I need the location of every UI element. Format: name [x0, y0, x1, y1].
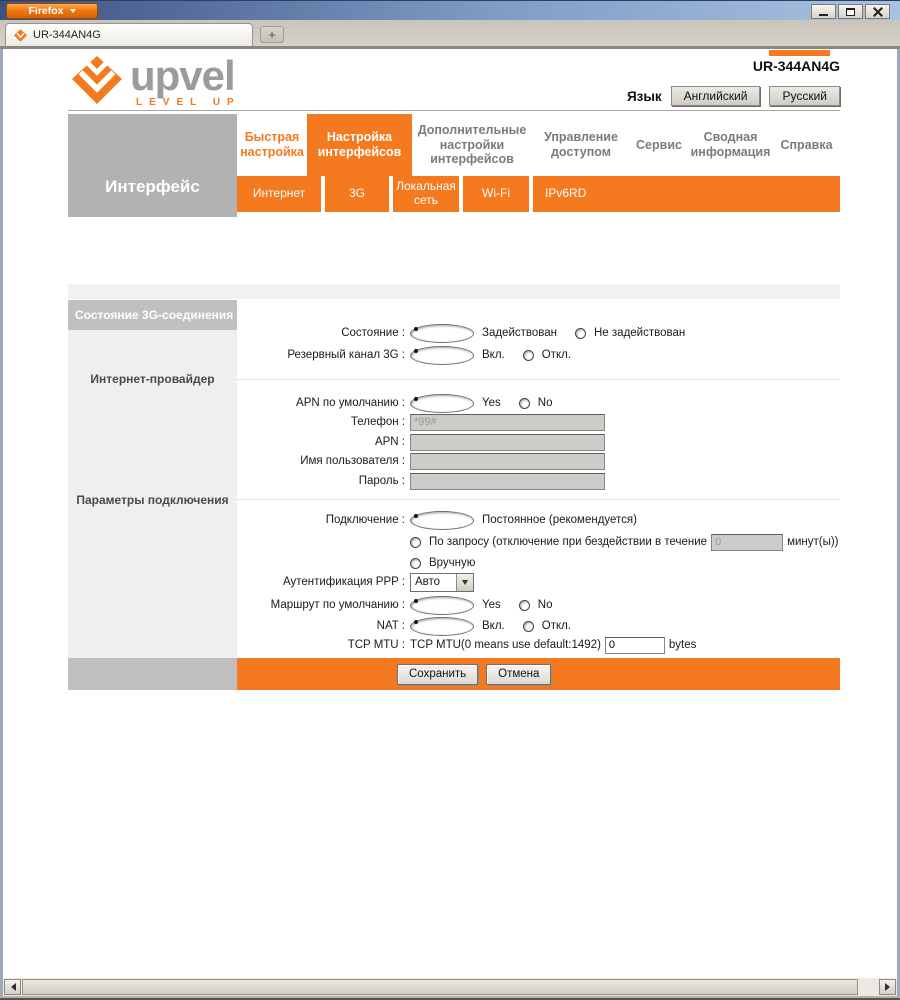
tab-interface-setup[interactable]: Настройка интерфейсов	[307, 114, 412, 176]
nat-off-option[interactable]: Откл.	[541, 620, 572, 632]
backup-off-option[interactable]: Откл.	[541, 349, 572, 361]
backup-off-radio[interactable]	[523, 350, 534, 361]
nat-label: NAT :	[376, 620, 405, 632]
connection-ondemand-option[interactable]: По запросу (отключение при бездействии в течение	[429, 536, 708, 548]
tcp-mtu-unit: bytes	[668, 639, 697, 651]
ppp-auth-value: Авто	[415, 576, 441, 588]
banner	[68, 50, 840, 112]
backup-row	[237, 345, 571, 365]
arrow-left-icon	[7, 983, 16, 991]
chevron-down-icon	[70, 9, 76, 16]
page-viewport	[0, 49, 900, 978]
window-bottom-frame	[0, 996, 900, 1000]
language-english-button[interactable]: Английский	[671, 86, 761, 106]
apn-row	[237, 432, 605, 452]
footer-action-bar	[237, 658, 840, 690]
arrow-right-icon	[885, 983, 894, 991]
tab-advanced-setup[interactable]: Дополнительные настройки интерфейсов	[417, 122, 527, 167]
apn-default-no-radio[interactable]	[519, 398, 530, 409]
tcp-mtu-input[interactable]	[605, 637, 665, 654]
route-label: Маршрут по умолчанию :	[270, 599, 405, 611]
close-button[interactable]	[865, 4, 890, 19]
main-navigation	[68, 114, 840, 212]
apn-default-label: APN по умолчанию :	[296, 397, 405, 409]
apn-label: APN :	[374, 436, 405, 448]
subtab-lan[interactable]: Локальная сеть	[389, 176, 459, 212]
horizontal-scrollbar[interactable]	[0, 978, 900, 996]
form-footer	[68, 658, 840, 690]
status-section-header: Состояние 3G-соединения	[68, 300, 237, 330]
router-admin-page	[68, 50, 840, 680]
nat-row	[237, 616, 571, 636]
minimize-button[interactable]	[811, 4, 836, 19]
backup-on-option[interactable]: Вкл.	[482, 349, 505, 361]
scroll-left-button[interactable]	[4, 979, 21, 995]
tab-quick-setup[interactable]: Быстрая настройка	[240, 130, 304, 159]
provider-divider	[237, 379, 840, 380]
language-switcher	[627, 86, 840, 106]
ppp-auth-row	[237, 572, 474, 592]
minimize-icon	[819, 14, 828, 16]
upvel-diamond-icon	[72, 56, 122, 104]
close-icon	[873, 7, 883, 17]
main-tabs	[237, 114, 840, 176]
chevron-down-icon	[462, 580, 468, 588]
route-no-radio[interactable]	[519, 600, 530, 611]
params-divider	[237, 499, 840, 500]
backup-label: Резервный канал 3G :	[287, 349, 405, 361]
browser-tab[interactable]	[5, 23, 253, 46]
password-input[interactable]	[410, 473, 605, 490]
header-divider	[68, 110, 840, 111]
apn-default-no-option[interactable]: No	[537, 397, 553, 409]
form-area	[237, 300, 840, 658]
scrollbar-thumb[interactable]	[22, 979, 858, 995]
password-label: Пароль :	[358, 475, 405, 487]
nat-off-radio[interactable]	[523, 621, 534, 632]
params-section-label: Параметры подключения	[76, 493, 229, 507]
section-title: Интерфейс	[68, 114, 237, 217]
route-row	[237, 595, 552, 615]
subtab-wifi[interactable]: Wi-Fi	[459, 176, 529, 212]
window-controls	[811, 4, 890, 19]
firefox-menu-button[interactable]	[6, 3, 98, 19]
phone-label: Телефон :	[350, 416, 405, 428]
language-label: Язык	[626, 88, 662, 104]
favicon-upvel-icon	[14, 29, 27, 42]
status-enabled-radio[interactable]	[410, 324, 474, 343]
apn-default-yes-radio[interactable]	[410, 394, 474, 413]
status-disabled-radio[interactable]	[575, 328, 586, 339]
password-row	[237, 471, 605, 491]
connection-row-2	[237, 532, 839, 552]
tcp-mtu-hint: TCP MTU(0 means use default:1492)	[410, 639, 601, 651]
route-no-option[interactable]: No	[537, 599, 553, 611]
connection-row-3	[237, 553, 475, 573]
tab-strip	[0, 20, 900, 46]
firefox-menu-label: Firefox	[28, 5, 64, 17]
tcp-mtu-label: TCP MTU :	[347, 639, 405, 651]
route-yes-option[interactable]: Yes	[482, 599, 501, 611]
plus-icon: +	[268, 27, 276, 42]
sub-tabs	[237, 176, 840, 212]
subtab-3g[interactable]: 3G	[321, 176, 389, 212]
connection-manual-option[interactable]: Вручную	[429, 557, 476, 569]
new-tab-button[interactable]	[260, 26, 284, 43]
connection-row-1	[237, 510, 637, 530]
scroll-right-button[interactable]	[879, 979, 896, 995]
backup-on-radio[interactable]	[410, 346, 474, 365]
route-yes-radio[interactable]	[410, 596, 474, 615]
separator-band	[68, 284, 840, 299]
tab-service[interactable]: Сервис	[636, 137, 682, 152]
idle-minutes-input[interactable]	[711, 534, 783, 551]
connection-always-radio[interactable]	[410, 511, 474, 530]
language-russian-button[interactable]: Русский	[769, 86, 840, 106]
tcp-mtu-row	[237, 635, 696, 655]
cancel-button[interactable]: Отмена	[486, 664, 551, 685]
maximize-button[interactable]	[838, 4, 863, 19]
subtab-internet[interactable]: Интернет	[252, 186, 306, 201]
status-disabled-option[interactable]: Не задействован	[594, 327, 686, 339]
status-label: Состояние :	[341, 327, 405, 339]
subtab-ipv6rd[interactable]: IPv6RD	[529, 176, 840, 212]
brand-tagline: LEVEL UP	[136, 96, 241, 108]
connection-ondemand-suffix: минут(ы))	[787, 536, 839, 548]
nat-on-option[interactable]: Вкл.	[482, 620, 505, 632]
save-button[interactable]: Сохранить	[397, 664, 478, 685]
apn-default-row	[237, 393, 552, 413]
username-input[interactable]	[410, 453, 605, 470]
phone-row	[237, 412, 605, 432]
form-sidebar	[68, 330, 237, 658]
status-row	[237, 323, 685, 343]
status-enabled-option[interactable]: Задействован	[482, 327, 557, 339]
connection-manual-radio[interactable]	[410, 558, 421, 569]
ppp-auth-select[interactable]	[410, 573, 474, 592]
tab-summary-info[interactable]: Сводная информация	[690, 130, 771, 159]
connection-always-option[interactable]: Постоянное (рекомендуется)	[482, 514, 637, 526]
apn-input[interactable]	[410, 434, 605, 451]
tab-help[interactable]: Справка	[780, 137, 833, 152]
apn-default-yes-option[interactable]: Yes	[482, 397, 501, 409]
upvel-logo	[72, 52, 241, 108]
connection-ondemand-radio[interactable]	[410, 537, 421, 548]
brand-name: upvel	[130, 52, 235, 99]
maximize-icon	[846, 8, 855, 16]
ppp-auth-label: Аутентификация PPP :	[282, 576, 405, 588]
titlebar	[0, 0, 900, 20]
username-row	[237, 451, 605, 471]
phone-input[interactable]	[410, 414, 605, 431]
footer-sidebar-cell	[68, 658, 237, 690]
username-label: Имя пользователя :	[300, 455, 405, 467]
tab-access-management[interactable]: Управление доступом	[544, 130, 618, 159]
connection-label: Подключение :	[325, 514, 405, 526]
dropdown-button[interactable]	[456, 574, 473, 591]
nat-on-radio[interactable]	[410, 617, 474, 636]
provider-section-label: Интернет-провайдер	[90, 372, 215, 386]
model-name: UR-344AN4G	[752, 58, 840, 74]
browser-tab-title: UR-344AN4G	[33, 29, 101, 41]
